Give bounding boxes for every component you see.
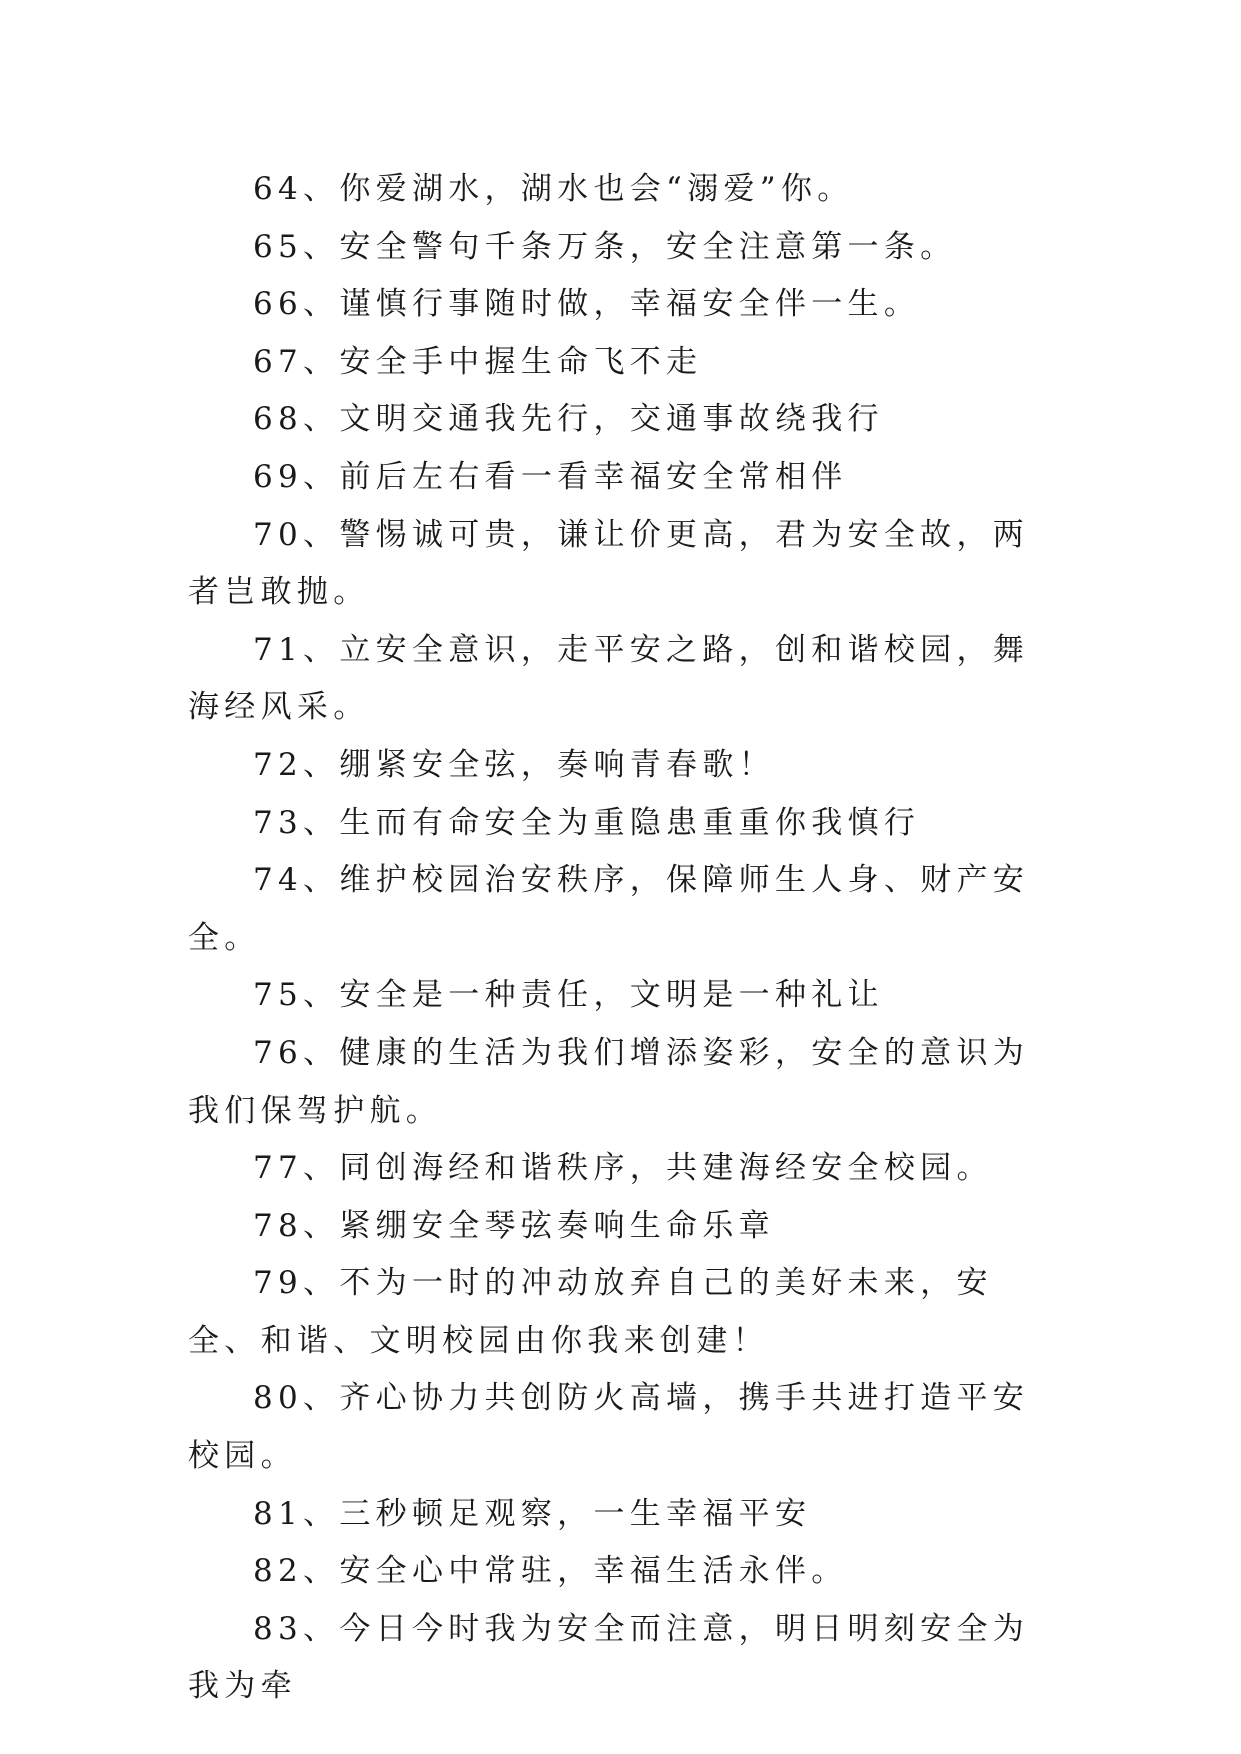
slogan-81: 81、三秒顿足观察，一生幸福平安 xyxy=(253,1495,812,1532)
slogan-72: 72、绷紧安全弦，奏响青春歌！ xyxy=(253,746,775,783)
slogan-64: 64、你爱湖水，湖水也会“溺爱”你。 xyxy=(253,171,854,207)
slogan-73: 73、生而有命安全为重隐患重重你我慎行 xyxy=(253,804,921,841)
slogan-78: 78、紧绷安全琴弦奏响生命乐章 xyxy=(253,1207,775,1244)
slogan-68: 68、文明交通我先行，交通事故绕我行 xyxy=(253,401,884,438)
slogan-79: 79、不为一时的冲动放弃自己的美好未来，安全、和谐、文明校园由你我来创建！ xyxy=(188,1265,993,1359)
slogan-67: 67、安全手中握生命飞不走 xyxy=(253,343,703,380)
slogan-82: 82、安全心中常驻，幸福生活永伴。 xyxy=(253,1553,848,1590)
slogan-77: 77、同创海经和谐秩序，共建海经安全校园。 xyxy=(253,1150,993,1187)
slogan-66: 66、谨慎行事随时做，幸福安全伴一生。 xyxy=(253,286,921,323)
slogan-74: 74、维护校园治安秩序，保障师生人身、财产安全。 xyxy=(188,862,1030,956)
slogan-65: 65、安全警句千条万条，安全注意第一条。 xyxy=(253,228,957,265)
slogan-76: 76、健康的生活为我们增添姿彩，安全的意识为我们保驾护航。 xyxy=(188,1034,1030,1129)
slogan-80: 80、齐心协力共创防火高墙，携手共进打造平安校园。 xyxy=(188,1380,1030,1475)
slogan-list xyxy=(188,161,1056,1716)
slogan-83: 83、今日今时我为安全而注意，明日明刻安全为我为牵 xyxy=(188,1610,1030,1705)
slogan-69: 69、前后左右看一看幸福安全常相伴 xyxy=(253,458,848,495)
slogan-71: 71、立安全意识，走平安之路，创和谐校园，舞海经风采。 xyxy=(188,631,1030,726)
slogan-70: 70、警惕诚可贵，谦让价更高，君为安全故，两者岂敢抛。 xyxy=(188,516,1030,611)
slogan-75: 75、安全是一种责任，文明是一种礼让 xyxy=(253,977,884,1014)
